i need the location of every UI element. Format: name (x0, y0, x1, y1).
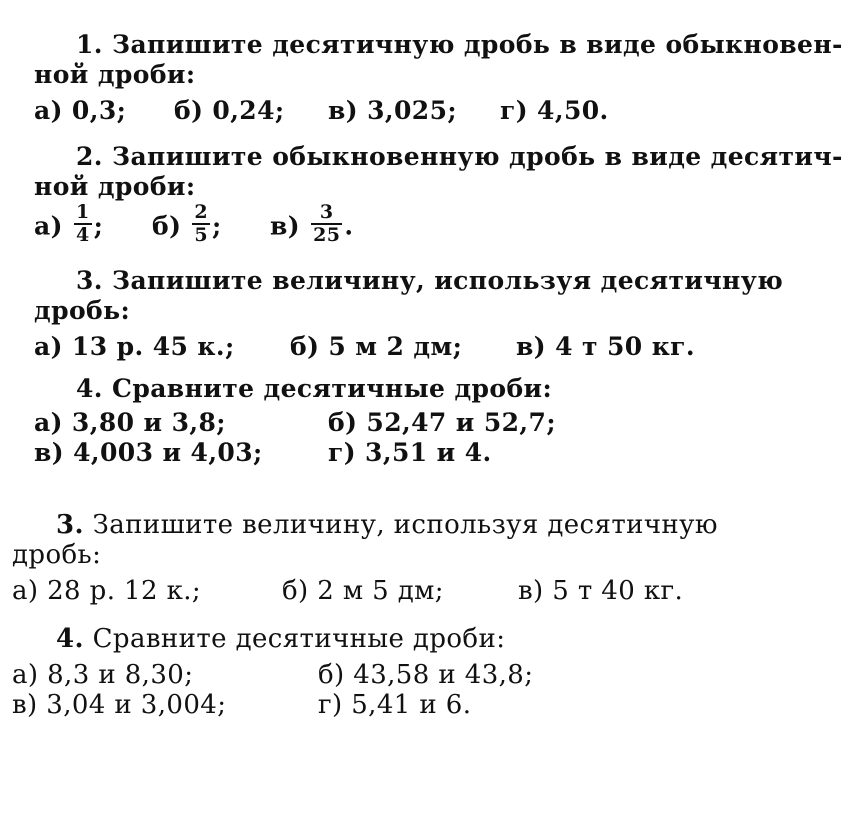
task1-heading (76, 30, 843, 59)
task1-item-d: г) 4,50. (500, 96, 609, 125)
task3b-item-c: в) 5 т 40 кг. (518, 576, 684, 606)
task3-item-c: в) 4 т 50 кг. (516, 332, 695, 361)
task4-heading (76, 374, 552, 403)
task4-text-line1: Сравните десятичные дроби: (112, 374, 553, 403)
task2-item-c-label: в) (270, 211, 300, 241)
separator: . (344, 211, 354, 241)
fraction-denominator: 5 (194, 224, 209, 246)
task4-item-d: г) 3,51 и 4. (328, 438, 492, 467)
separator: ; (93, 211, 104, 241)
task3-heading (76, 266, 783, 295)
task1-text-line1: Запишите десятичную дробь в виде обыкновен- (112, 30, 843, 59)
fraction-denominator: 25 (313, 224, 341, 246)
task4b-text-line1: Сравните десятичные дроби: (92, 624, 506, 654)
fraction-numerator: 1 (75, 201, 90, 223)
task4-item-a: а) 3,80 и 3,8; (34, 408, 226, 437)
task4b-item-c: в) 3,04 и 3,004; (12, 690, 227, 720)
fraction-numerator: 3 (311, 202, 342, 225)
task4b-item-d: г) 5,41 и 6. (318, 690, 472, 720)
task4-item-b: б) 52,47 и 52,7; (328, 408, 556, 437)
task2-item-a (34, 201, 104, 250)
task1-text-line2: ной дроби: (34, 60, 196, 89)
task4-item-c: в) 4,003 и 4,03; (34, 438, 263, 467)
task3-text-line2: дробь: (34, 296, 131, 325)
task1-number: 1. (76, 30, 103, 59)
task3b-item-a: а) 28 р. 12 к.; (12, 576, 202, 606)
task2-item-a-label: а) (34, 211, 63, 241)
fraction (192, 202, 210, 246)
task3b-item-b: б) 2 м 5 дм; (282, 576, 444, 606)
task3-number: 3. (76, 266, 103, 295)
task1-item-b: б) 0,24; (174, 96, 285, 125)
task4b-heading (56, 624, 505, 654)
task4-number: 4. (76, 374, 103, 403)
task3b-heading (56, 510, 718, 540)
task3-item-b: б) 5 м 2 дм; (290, 332, 463, 361)
task3-item-a: а) 13 р. 45 к.; (34, 332, 235, 361)
task3b-text-line1: Запишите величину, используя десятичную (92, 510, 718, 540)
fraction-denominator: 4 (75, 224, 90, 246)
fraction (311, 202, 342, 246)
task1-item-c: в) 3,025; (328, 96, 458, 125)
task2-text-line2: ной дроби: (34, 172, 196, 201)
fraction-numerator: 2 (194, 201, 209, 223)
task4b-number: 4. (56, 624, 84, 654)
task1-item-a: а) 0,3; (34, 96, 127, 125)
fraction (74, 202, 92, 246)
task4b-item-a: а) 8,3 и 8,30; (12, 660, 194, 690)
separator: ; (212, 211, 222, 241)
task4b-item-b: б) 43,58 и 43,8; (318, 660, 534, 690)
task2-number: 2. (76, 142, 103, 171)
task2-item-b-label: б) (152, 211, 182, 241)
task2-item-c (270, 201, 354, 250)
task3b-number: 3. (56, 510, 84, 540)
task2-heading (76, 142, 843, 171)
task3-text-line1: Запишите величину, используя десятичную (112, 266, 784, 295)
task2-item-b (152, 201, 222, 250)
task3b-text-line2: дробь: (12, 540, 102, 570)
task2-text-line1: Запишите обыкновенную дробь в виде десятич- (112, 142, 843, 171)
